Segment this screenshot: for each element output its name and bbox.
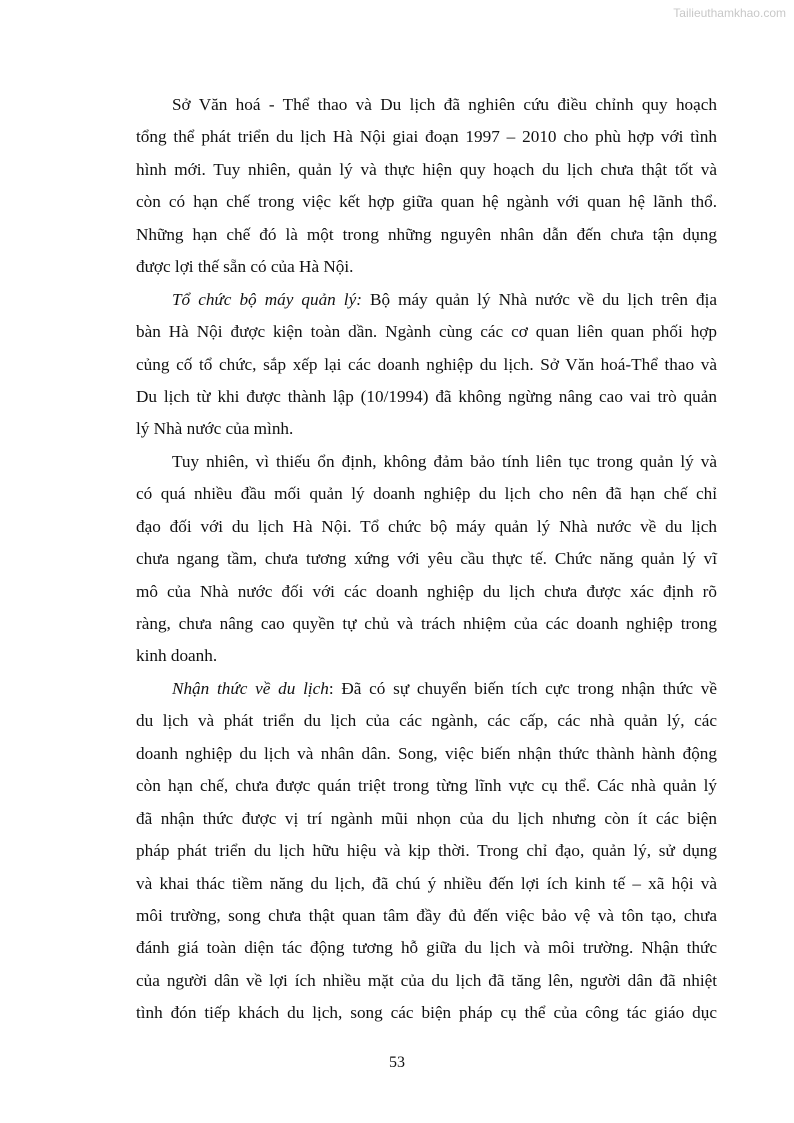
text-line bbox=[136, 705, 717, 737]
text-line bbox=[136, 640, 717, 672]
line-text: hình mới. Tuy nhiên, quản lý và thực hiện quy hoạch du lịch chưa thật tốt và bbox=[136, 159, 717, 179]
paragraph bbox=[136, 673, 717, 1030]
paragraph bbox=[136, 446, 717, 673]
text-line bbox=[136, 803, 717, 835]
line-text: tổng thể phát triển du lịch Hà Nội giai đoạn 1997 – 2010 cho phù hợp với tình bbox=[136, 127, 717, 147]
line-text: ràng, chưa nâng cao quyền tự chủ và trách nhiệm của các doanh nghiệp trong bbox=[136, 614, 717, 633]
watermark: Tailieuthamkhao.com bbox=[673, 6, 786, 20]
line-text: được lợi thế sẵn có của Hà Nội. bbox=[136, 257, 354, 277]
text-line bbox=[136, 316, 717, 348]
line-text: bàn Hà Nội được kiện toàn dần. Ngành cùng các cơ quan liên quan phối hợp bbox=[136, 322, 717, 342]
paragraph-lead: Nhận thức về du lịch bbox=[172, 678, 329, 698]
text-line bbox=[136, 673, 717, 705]
line-text: tình đón tiếp khách du lịch, song các biện pháp cụ thể của công tác giáo dục bbox=[136, 1003, 717, 1023]
text-line bbox=[136, 770, 717, 802]
text-line bbox=[136, 932, 717, 964]
text-line bbox=[136, 576, 717, 608]
line-text: đánh giá toàn diện tác động tương hỗ giữa du lịch và môi trường. Nhận thức bbox=[136, 938, 717, 958]
text-line bbox=[136, 349, 717, 381]
line-text: còn hạn chế, chưa được quán triệt trong từng lĩnh vực cụ thể. Các nhà quản lý bbox=[136, 776, 717, 796]
text-line bbox=[136, 511, 717, 543]
text-line bbox=[136, 251, 717, 283]
line-text: Bộ máy quản lý Nhà nước về du lịch trên địa bbox=[361, 289, 718, 309]
line-text: có quá nhiều đầu mối quản lý doanh nghiệp du lịch cho nên đã hạn chế chỉ bbox=[136, 484, 717, 504]
line-text: : Đã có sự chuyển biến tích cực trong nhận thức về bbox=[328, 678, 717, 698]
document-body bbox=[136, 89, 717, 1030]
line-text: của người dân về lợi ích nhiều mặt của du lịch đã tăng lên, người dân đã nhiệt bbox=[136, 970, 717, 990]
text-line bbox=[136, 738, 717, 770]
line-text: mô của Nhà nước đối với các doanh nghiệp du lịch chưa được xác định rõ bbox=[136, 581, 717, 601]
text-line bbox=[136, 868, 717, 900]
text-line bbox=[136, 154, 717, 186]
line-text: môi trường, song chưa thật quan tâm đầy đủ đến việc bảo vệ và tôn tạo, chưa bbox=[136, 905, 717, 925]
text-line bbox=[136, 543, 717, 575]
line-text: du lịch và phát triển du lịch của các ngành, các cấp, các nhà quản lý, các bbox=[136, 711, 717, 731]
text-line bbox=[136, 835, 717, 867]
paragraph bbox=[136, 89, 717, 284]
page-number: 53 bbox=[389, 1054, 405, 1071]
line-text: đã nhận thức được vị trí ngành mũi nhọn của du lịch nhưng còn ít các biện bbox=[136, 808, 717, 828]
line-text: Tuy nhiên, vì thiếu ổn định, không đảm bảo tính liên tục trong quản lý và bbox=[172, 451, 717, 471]
line-text: chưa ngang tầm, chưa tương xứng với yêu cầu thực tế. Chức năng quản lý vĩ bbox=[136, 549, 717, 569]
line-text: củng cố tổ chức, sắp xếp lại các doanh nghiệp du lịch. Sở Văn hoá-Thể thao và bbox=[136, 354, 717, 374]
line-text: Sở Văn hoá - Thể thao và Du lịch đã nghiên cứu điều chỉnh quy hoạch bbox=[172, 95, 717, 114]
line-text: lý Nhà nước của mình. bbox=[136, 419, 294, 439]
text-line bbox=[136, 965, 717, 997]
text-line bbox=[136, 284, 717, 316]
line-text: Du lịch từ khi được thành lập (10/1994) đã không ngừng nâng cao vai trò quản bbox=[136, 386, 717, 406]
line-text: kinh doanh. bbox=[136, 646, 218, 666]
text-line bbox=[136, 997, 717, 1029]
text-line bbox=[136, 446, 717, 478]
paragraph-lead: Tổ chức bộ máy quản lý: bbox=[172, 289, 362, 309]
line-text: đạo đối với du lịch Hà Nội. Tổ chức bộ máy quản lý Nhà nước về du lịch bbox=[136, 516, 717, 536]
text-line bbox=[136, 89, 717, 121]
line-text: và khai thác tiềm năng du lịch, đã chú ý nhiều đến lợi ích kinh tế – xã hội và bbox=[136, 873, 717, 893]
line-text: Những hạn chế đó là một trong những nguyên nhân dẫn đến chưa tận dụng bbox=[136, 224, 717, 244]
text-line bbox=[136, 121, 717, 153]
text-line bbox=[136, 900, 717, 932]
line-text: doanh nghiệp du lịch và nhân dân. Song, việc biến nhận thức thành hành động bbox=[136, 743, 717, 763]
text-line bbox=[136, 186, 717, 218]
line-text: còn có hạn chế trong việc kết hợp giữa quan hệ ngành với quan hệ lãnh thổ. bbox=[136, 192, 717, 212]
text-line bbox=[136, 219, 717, 251]
text-line bbox=[136, 381, 717, 413]
text-line bbox=[136, 478, 717, 510]
text-line bbox=[136, 413, 717, 445]
text-line bbox=[136, 608, 717, 640]
line-text: pháp phát triển du lịch hữu hiệu và kịp thời. Trong chỉ đạo, quản lý, sử dụng bbox=[136, 841, 717, 861]
paragraph bbox=[136, 284, 717, 446]
